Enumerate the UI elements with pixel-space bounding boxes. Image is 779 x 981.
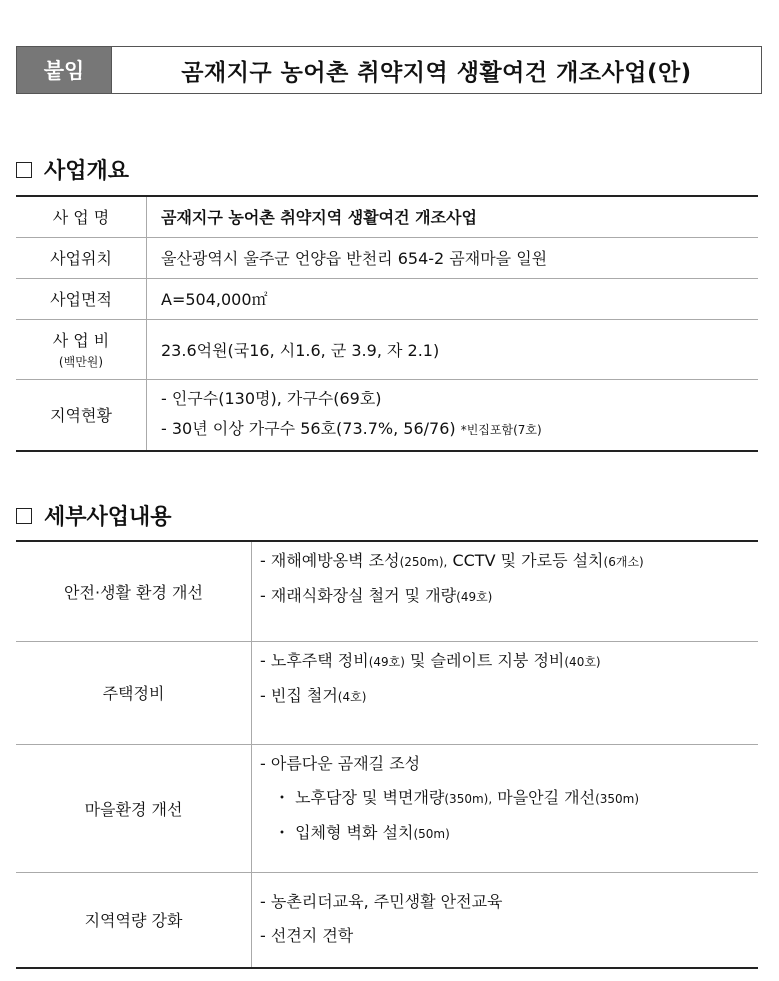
category-label: 지역역량 강화: [16, 872, 252, 968]
list-item: [260, 747, 758, 781]
status-note: *빈집포함(7호): [460, 423, 542, 438]
item-text: - 노후주택 정비: [260, 650, 369, 670]
item-qty: (350m): [595, 791, 640, 806]
status-line: - 인구수(130명), 가구수(69호): [161, 389, 382, 409]
item-qty: (250m),: [399, 555, 448, 569]
table-row: [16, 744, 758, 872]
section-title: 세부사업내용: [44, 505, 172, 530]
item-text: - 아름다운 곰재길 조성: [260, 753, 421, 773]
checkbox-square-icon: [16, 162, 32, 178]
table-row: [16, 872, 758, 968]
section-title: 사업개요: [44, 159, 130, 184]
table-row: [16, 541, 758, 641]
list-item: [260, 679, 758, 714]
item-text: ・ 노후담장 및 벽면개량: [274, 787, 445, 807]
item-qty: (49호): [368, 654, 405, 669]
item-text: 및 슬레이트 지붕 정비: [404, 650, 565, 670]
project-cost-value: 23.6억원(국16, 시1.6, 군 3.9, 자 2.1): [147, 319, 759, 379]
list-item: [260, 816, 758, 851]
list-item: [260, 579, 758, 614]
attachment-tag: 붙임: [17, 47, 112, 93]
regional-status-value: [147, 379, 759, 451]
category-label: 주택정비: [16, 641, 252, 744]
details-table: [16, 540, 758, 969]
project-area-value: A=504,000㎡: [147, 278, 759, 319]
table-row: [16, 237, 758, 278]
list-item: [260, 781, 758, 816]
row-label: 사업면적: [16, 278, 147, 319]
list-item: [260, 544, 758, 579]
item-text: - 빈집 철거: [260, 685, 338, 705]
header-banner: [16, 46, 762, 94]
list-item: - 농촌리더교육, 주민생활 안전교육: [260, 891, 503, 911]
table-row: [16, 319, 758, 379]
item-qty: (350m),: [444, 791, 493, 806]
item-text: CCTV 및 가로등 설치: [447, 551, 604, 570]
row-label: 사 업 명: [16, 196, 147, 237]
project-location-value: 울산광역시 울주군 언양읍 반천리 654-2 곰재마을 일원: [147, 237, 759, 278]
item-text: 마을안길 개선: [492, 787, 596, 807]
row-label: [16, 319, 147, 379]
category-items: [252, 744, 759, 872]
item-qty: (49호): [456, 590, 493, 604]
checkbox-square-icon: [16, 508, 32, 524]
project-name-value: 곰재지구 농어촌 취약지역 생활여건 개조사업: [147, 196, 759, 237]
table-row: [16, 641, 758, 744]
item-text: - 재해예방옹벽 조성: [260, 551, 400, 570]
item-text: - 재래식화장실 철거 및 개량: [260, 586, 457, 605]
item-text: ・ 입체형 벽화 설치: [274, 822, 414, 842]
overview-table: [16, 195, 758, 452]
table-row: [16, 278, 758, 319]
table-row: [16, 196, 758, 237]
category-items: [252, 872, 759, 968]
cost-unit: (백만원): [58, 355, 104, 369]
category-items: [252, 541, 759, 641]
category-label: 마을환경 개선: [16, 744, 252, 872]
list-item: [260, 644, 758, 679]
item-qty: (6개소): [603, 555, 644, 569]
document-title: 곰재지구 농어촌 취약지역 생활여건 개조사업(안): [181, 59, 692, 86]
item-qty: (4호): [337, 689, 367, 704]
item-qty: (50m): [413, 826, 450, 841]
section-details-heading: [16, 500, 172, 531]
category-items: [252, 641, 759, 744]
row-label: 사업위치: [16, 237, 147, 278]
cost-label: 사 업 비: [52, 331, 110, 350]
row-label: 지역현황: [16, 379, 147, 451]
table-row: [16, 379, 758, 451]
item-qty: (40호): [564, 654, 601, 669]
status-text: - 30년 이상 가구수 56호(73.7%, 56/76): [161, 419, 456, 439]
category-label: 안전·생활 환경 개선: [16, 541, 252, 641]
list-item: - 선견지 견학: [260, 925, 354, 945]
section-overview-heading: [16, 154, 129, 185]
status-line: [161, 414, 758, 445]
